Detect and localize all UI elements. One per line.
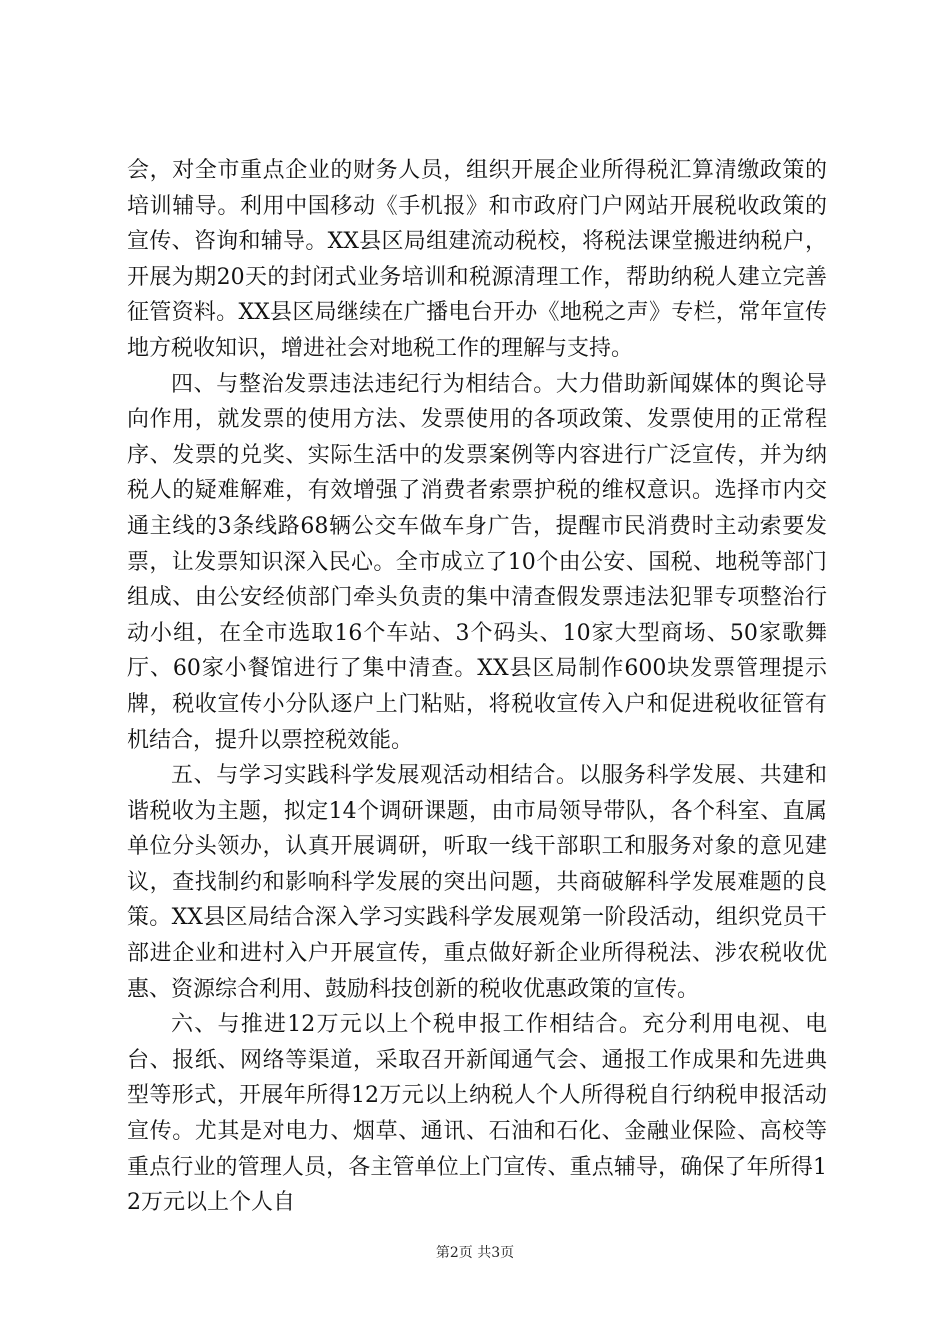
paragraph-section-4-invoice: 四、与整治发票违法违纪行为相结合。大力借助新闻媒体的舆论导向作用，就发票的使用方法、发票使用的各项政策、发票使用的正常程序、发票的兑奖、实际生活中的发票案例等内容进行广泛宣传，并为纳税人的疑难解难，有效增强了消费者索票护税的维权意识。选择市内交通主线的3条线路68辆公交车做车身广告，提醒市民消费时主动索要发票，让发票知识深入民心。全市成立了10个由公安、国税、地税等部门组成、由公安经侦部门牵头负责的集中清查假发票违法犯罪专项整治行动小组，在全市选取16个车站、3个码头、10家大型商场、50家歌舞厅、60家小餐馆进行了集中清查。XX县区局制作600块发票管理提示牌，税收宣传小分队逐户上门粘贴，将税收宣传入户和促进税收征管有机结合，提升以票控税效能。 (127, 371, 827, 753)
paragraph-continuation: 会，对全市重点企业的财务人员，组织开展企业所得税汇算清缴政策的培训辅导。利用中国移动《手机报》和市政府门户网站开展税收政策的宣传、咨询和辅导。XX县区局组建流动税校，将税法课堂搬进纳税户，开展为期20天的封闭式业务培训和税源清理工作，帮助纳税人建立完善征管资料。XX县区局继续在广播电台开办《地税之声》专栏，常年宣传地方税收知识，增进社会对地税工作的理解与支持。 (127, 158, 827, 361)
page-number-footer: 第2页 共3页 (435, 1245, 515, 1261)
paragraph-section-6-income-tax: 六、与推进12万元以上个税申报工作相结合。充分利用电视、电台、报纸、网络等渠道，采取召开新闻通气会、通报工作成果和先进典型等形式，开展年所得12万元以上纳税人个人所得税自行纳税申报活动宣传。尤其是对电力、烟草、通讯、石油和石化、金融业保险、高校等重点行业的管理人员，各主管单位上门宣传、重点辅导，确保了年所得12万元以上个人自 (127, 1012, 827, 1216)
document-body (127, 153, 827, 1221)
paragraph-section-5-scientific-development: 五、与学习实践科学发展观活动相结合。以服务科学发展、共建和谐税收为主题，拟定14个调研课题，由市局领导带队，各个科室、直属单位分头领办，认真开展调研，听取一线干部职工和服务对象的意见建议，查找制约和影响科学发展的突出问题，共商破解科学发展难题的良策。XX县区局结合深入学习实践科学发展观第一阶段活动，组织党员干部进企业和进村入户开展宣传，重点做好新企业所得税法、涉农税收优惠、资源综合利用、鼓励科技创新的税收优惠政策的宣传。 (127, 763, 827, 1002)
